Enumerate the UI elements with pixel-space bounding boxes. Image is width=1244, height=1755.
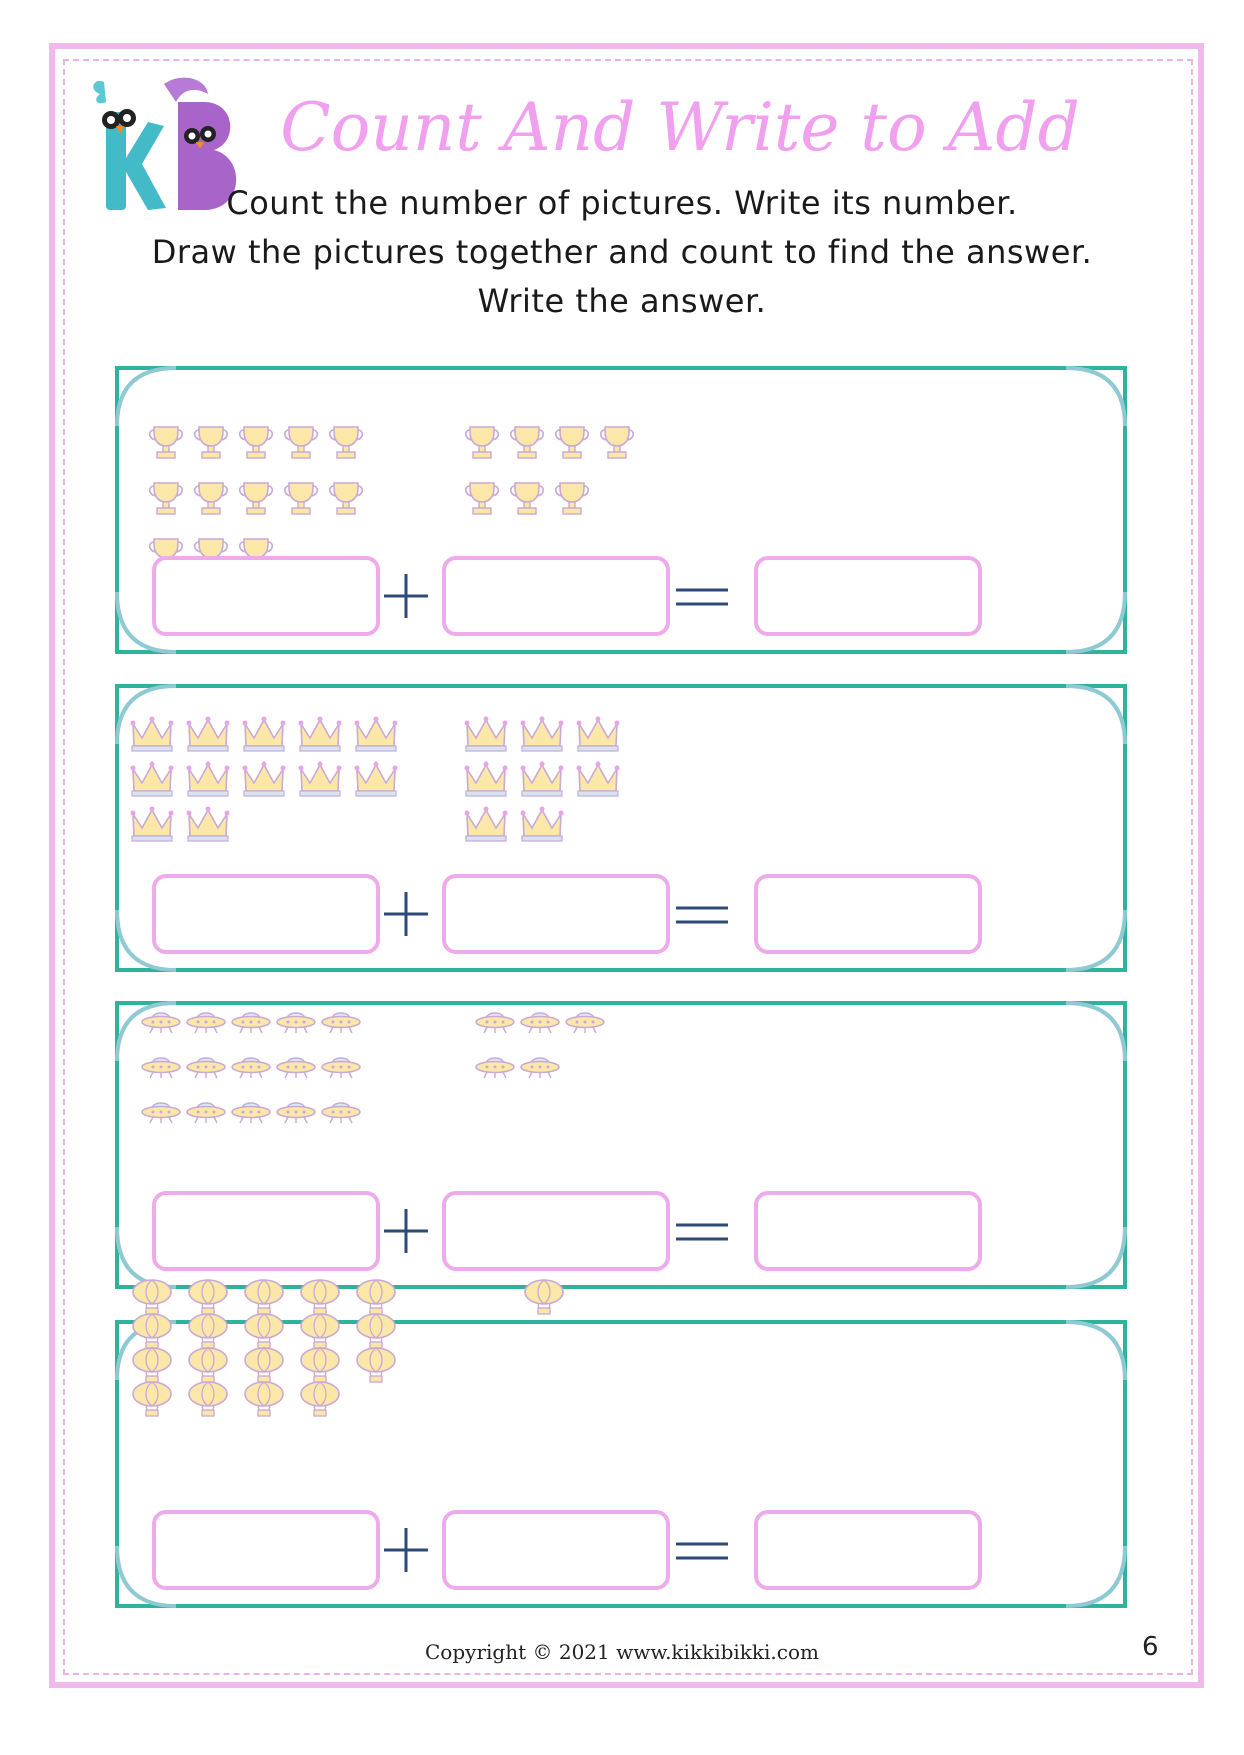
ufo-icon	[277, 1103, 315, 1123]
first-addend-box[interactable]	[152, 1191, 380, 1271]
second-addend-box[interactable]	[442, 556, 670, 636]
trophy-icon	[511, 427, 544, 458]
balloon-icon	[133, 1382, 171, 1416]
crown-icon	[521, 807, 564, 842]
balloon-icon	[245, 1348, 283, 1382]
ufo-icon	[187, 1103, 225, 1123]
crown-icon	[131, 717, 174, 752]
crown-icon	[299, 717, 342, 752]
crown-icon	[355, 717, 398, 752]
balloon-icon	[357, 1314, 395, 1348]
crown-icon	[577, 717, 620, 752]
exercise-panel-2	[116, 684, 1128, 972]
balloon-icon	[357, 1348, 395, 1382]
crown-icon	[521, 717, 564, 752]
balloon-icon	[245, 1314, 283, 1348]
ufo-icon	[476, 1058, 514, 1078]
plus-sign	[378, 568, 434, 624]
crown-icon	[187, 762, 230, 797]
balloon-icon	[301, 1382, 339, 1416]
trophy-icon	[556, 427, 589, 458]
exercise-panel-3	[116, 1001, 1128, 1289]
crown-icon	[299, 762, 342, 797]
crown-icon	[465, 762, 508, 797]
picture-group	[116, 1001, 1128, 1201]
balloon-icon	[189, 1382, 227, 1416]
sum-answer-box[interactable]	[754, 556, 982, 636]
ufo-icon	[566, 1013, 604, 1033]
picture-group	[116, 1320, 1128, 1520]
ufo-icon	[322, 1058, 360, 1078]
ufo-icon	[187, 1013, 225, 1033]
trophy-icon	[511, 483, 544, 514]
balloon-icon	[301, 1348, 339, 1382]
trophy-icon	[601, 427, 634, 458]
equals-sign	[674, 1522, 730, 1578]
crown-icon	[521, 762, 564, 797]
balloon-icon	[301, 1314, 339, 1348]
sum-answer-box[interactable]	[754, 874, 982, 954]
trophy-icon	[330, 483, 363, 514]
crown-icon	[187, 807, 230, 842]
crown-icon	[187, 717, 230, 752]
instruction-line-2: Draw the pictures together and count to find the answer.	[151, 233, 1093, 271]
ufo-icon	[277, 1058, 315, 1078]
trophy-icon	[285, 483, 318, 514]
trophy-icon	[466, 483, 499, 514]
crown-icon	[465, 807, 508, 842]
picture-group	[116, 366, 1128, 566]
ufo-icon	[476, 1013, 514, 1033]
ufo-icon	[521, 1013, 559, 1033]
ufo-icon	[232, 1013, 270, 1033]
crown-icon	[465, 717, 508, 752]
first-addend-box[interactable]	[152, 556, 380, 636]
balloon-icon	[133, 1314, 171, 1348]
crown-icon	[243, 762, 286, 797]
trophy-icon	[195, 483, 228, 514]
first-addend-box[interactable]	[152, 1510, 380, 1590]
page-number: 6	[1142, 1632, 1159, 1662]
exercise-panel-4	[116, 1320, 1128, 1608]
equals-sign	[674, 1203, 730, 1259]
svg-text:Count And Write to Add: Count And Write to Add	[280, 89, 1080, 166]
plus-sign	[378, 1203, 434, 1259]
ufo-icon	[232, 1103, 270, 1123]
second-addend-box[interactable]	[442, 1191, 670, 1271]
crown-icon	[355, 762, 398, 797]
balloon-icon	[245, 1382, 283, 1416]
ufo-icon	[187, 1058, 225, 1078]
trophy-icon	[466, 427, 499, 458]
ufo-icon	[142, 1103, 180, 1123]
ufo-icon	[322, 1013, 360, 1033]
trophy-icon	[150, 427, 183, 458]
picture-group	[116, 684, 1128, 884]
second-addend-box[interactable]	[442, 874, 670, 954]
crown-icon	[577, 762, 620, 797]
trophy-icon	[195, 427, 228, 458]
trophy-icon	[556, 483, 589, 514]
balloon-icon	[189, 1348, 227, 1382]
balloon-icon	[189, 1314, 227, 1348]
second-addend-box[interactable]	[442, 1510, 670, 1590]
trophy-icon	[330, 427, 363, 458]
plus-sign	[378, 886, 434, 942]
ufo-icon	[277, 1013, 315, 1033]
equals-sign	[674, 568, 730, 624]
trophy-icon	[285, 427, 318, 458]
trophy-icon	[150, 483, 183, 514]
ufo-icon	[322, 1103, 360, 1123]
instruction-line-3: Write the answer.	[477, 282, 767, 320]
ufo-icon	[521, 1058, 559, 1078]
first-addend-box[interactable]	[152, 874, 380, 954]
exercise-panel-1	[116, 366, 1128, 654]
sum-answer-box[interactable]	[754, 1191, 982, 1271]
trophy-icon	[240, 427, 273, 458]
trophy-icon	[240, 483, 273, 514]
crown-icon	[243, 717, 286, 752]
ufo-icon	[142, 1058, 180, 1078]
sum-answer-box[interactable]	[754, 1510, 982, 1590]
balloon-icon	[133, 1348, 171, 1382]
plus-sign	[378, 1522, 434, 1578]
instruction-line-1: Count the number of pictures. Write its number.	[226, 184, 1018, 222]
crown-icon	[131, 762, 174, 797]
ufo-icon	[232, 1058, 270, 1078]
copyright-footer: Copyright © 2021 www.kikkibikki.com	[425, 1640, 819, 1664]
equals-sign	[674, 886, 730, 942]
crown-icon	[131, 807, 174, 842]
worksheet-title	[280, 70, 1080, 180]
ufo-icon	[142, 1013, 180, 1033]
